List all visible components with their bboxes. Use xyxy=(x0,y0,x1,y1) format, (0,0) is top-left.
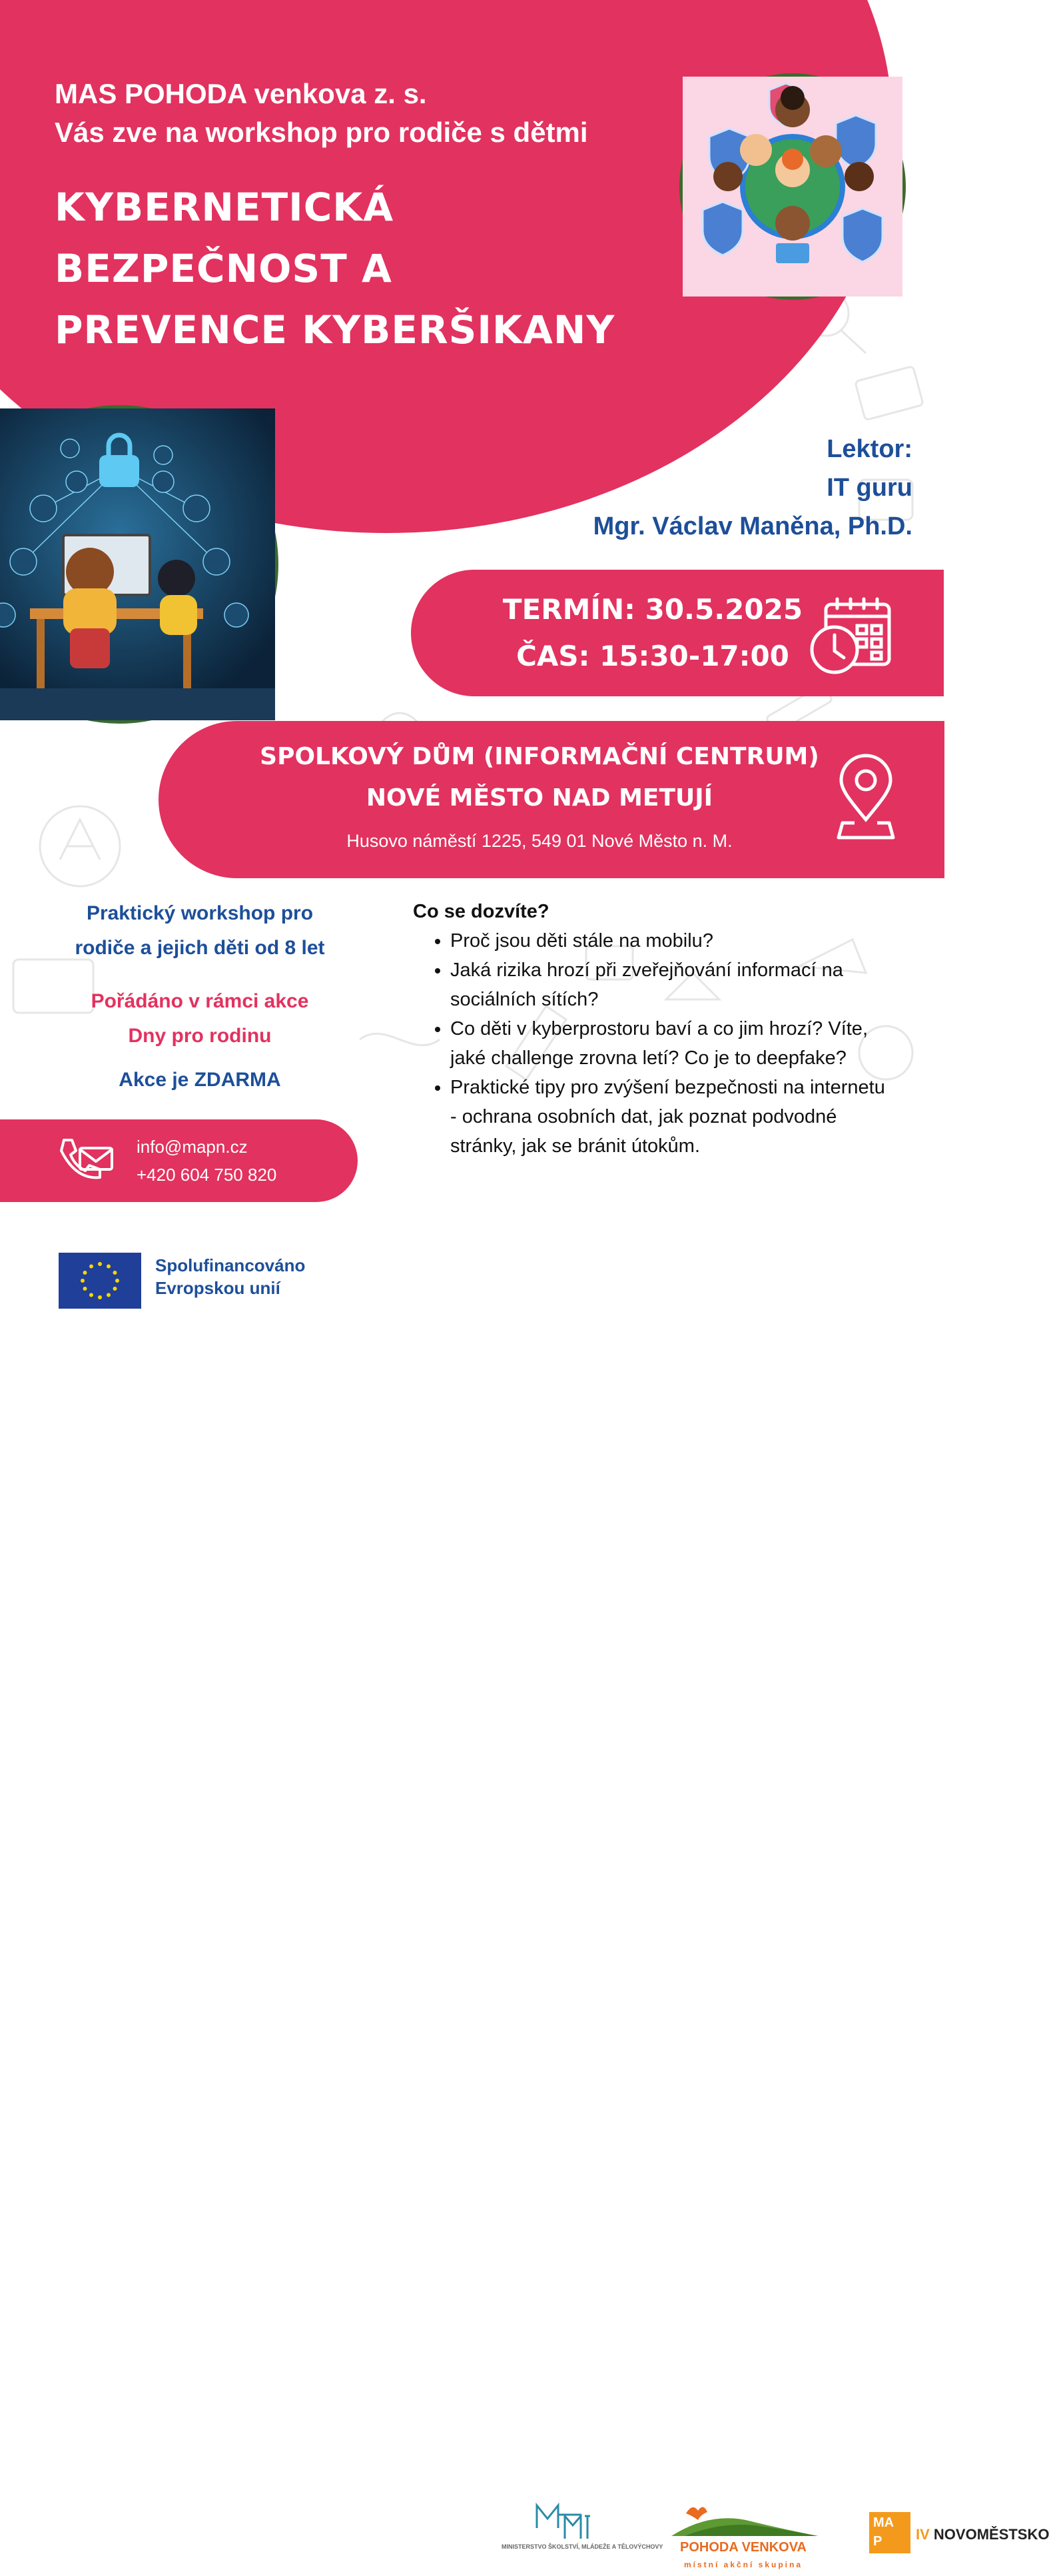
event-context-line-2: Dny pro rodinu xyxy=(128,1025,272,1047)
msmt-logo xyxy=(531,2501,591,2543)
map-letters-line-2: P xyxy=(873,2534,882,2549)
calendar-clock-icon xyxy=(809,596,896,676)
eu-line-1: Spolufinancováno xyxy=(155,1255,306,1275)
free-admission: Akce je ZDARMA xyxy=(119,1069,281,1091)
kids-shields-illustration xyxy=(679,73,906,300)
pohoda-venkova-logo xyxy=(671,2501,818,2539)
lecturer-info xyxy=(593,430,912,546)
schedule-text xyxy=(466,586,839,680)
map-region: NOVOMĚSTSKO xyxy=(933,2526,1049,2543)
location-text xyxy=(226,736,853,819)
workshop-line-1: Praktický workshop pro xyxy=(86,902,314,924)
event-context-line-1: Pořádáno v rámci akce xyxy=(91,990,309,1012)
workshop-line-2: rodiče a jejich děti od 8 let xyxy=(75,937,325,959)
invite-line: Vás zve na workshop pro rodiče s dětmi xyxy=(55,117,588,148)
eu-cofinanced-text xyxy=(155,1254,1049,2569)
event-title xyxy=(55,177,615,360)
contact-phone[interactable]: +420 604 750 820 xyxy=(137,1165,277,1185)
lecturer-label: Lektor: xyxy=(827,435,912,463)
contact-email[interactable]: info@mapn.cz xyxy=(137,1137,248,1157)
organizer-name: MAS POHODA venkova z. s. xyxy=(55,78,427,109)
title-line-3: PREVENCE KYBERŠIKANY xyxy=(55,307,615,352)
eu-flag-logo xyxy=(59,1253,141,1309)
questions-list xyxy=(413,926,892,1161)
map-logo-letters xyxy=(873,2513,894,2551)
pohoda-venkova-name: POHODA VENKOVA xyxy=(679,2540,807,2555)
workshop-info xyxy=(40,896,360,1097)
lecturer-role: IT guru xyxy=(827,474,912,502)
invitation-text xyxy=(55,75,588,152)
title-line-1: KYBERNETICKÁ xyxy=(55,185,394,230)
msmt-text: MINISTERSTVO ŠKOLSTVÍ, MLÁDEŽE A TĚLOVÝCHOVY xyxy=(502,2543,663,2550)
kids-computer-illustration xyxy=(0,405,278,724)
list-item: • Co děti v kyberprostoru baví a co jim hrozí? Víte, jaké challenge zrovna letí? Co je to deepfake? xyxy=(450,1014,892,1073)
event-date: TERMÍN: 30.5.2025 xyxy=(502,593,803,626)
list-item: • Proč jsou děti stále na mobilu? xyxy=(450,926,892,956)
eu-line-2: Evropskou unií xyxy=(155,1278,280,1298)
venue-address: Husovo náměstí 1225, 549 01 Nové Město n. M. xyxy=(346,831,733,851)
contact-details xyxy=(137,1133,276,1189)
phone-mail-icon xyxy=(55,1136,115,1185)
title-line-2: BEZPEČNOST A xyxy=(55,246,392,291)
map-pin-icon xyxy=(836,756,896,843)
questions-heading: Co se dozvíte? xyxy=(413,901,549,922)
map-project-name xyxy=(916,2523,1049,2546)
list-item: • Jaká rizika hrozí při zveřejňování informací na sociálních sítích? xyxy=(450,956,892,1014)
lecturer-name: Mgr. Václav Maněna, Ph.D. xyxy=(593,512,912,540)
venue-name: SPOLKOVÝ DŮM (INFORMAČNÍ CENTRUM) xyxy=(260,743,819,770)
pohoda-venkova-subtitle: místní akční skupina xyxy=(683,2560,803,2569)
event-time: ČAS: 15:30-17:00 xyxy=(516,640,789,672)
map-letters-line-1: MA xyxy=(873,2515,894,2530)
venue-city: NOVÉ MĚSTO NAD METUJÍ xyxy=(366,784,713,812)
list-item: • Praktické tipy pro zvýšení bezpečnosti na internetu - ochrana osobních dat, jak poznat podvodné stránky, jak se bránit útokům. xyxy=(450,1073,892,1161)
map-prefix: IV xyxy=(916,2526,934,2543)
